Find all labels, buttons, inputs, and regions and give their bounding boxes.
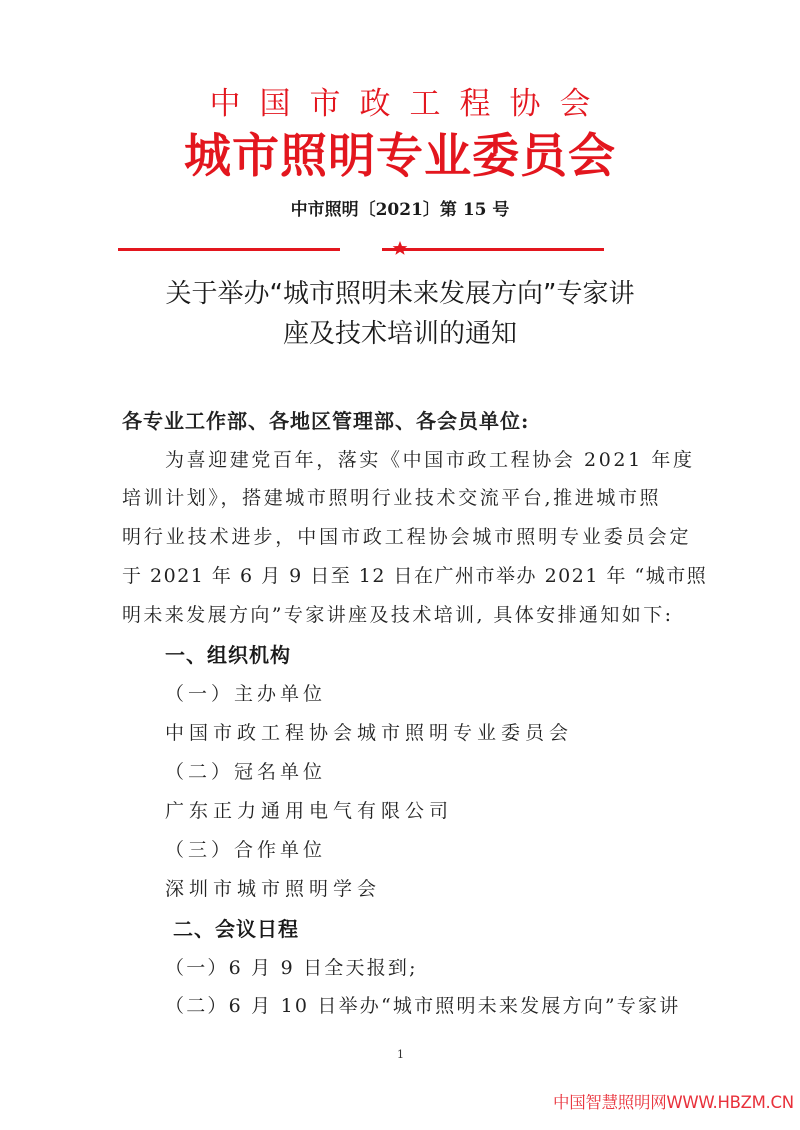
item-value-sponsor: 广东正力通用电气有限公司: [165, 800, 454, 822]
item-label-sponsor: （二）冠名单位: [165, 761, 327, 783]
page-number: 1: [397, 1048, 404, 1061]
item-value-partner: 深圳市城市照明学会: [165, 878, 382, 900]
document-number: 中市照明〔2021〕第 15 号: [290, 200, 510, 220]
notice-title-line-1: 关于举办“城市照明未来发展方向”专家讲: [165, 279, 635, 309]
schedule-item: （一）6 月 9 日全天报到;: [165, 957, 418, 979]
item-label-host: （一）主办单位: [165, 683, 327, 705]
paragraph-line: 明未来发展方向”专家讲座及技术培训, 具体安排通知如下:: [122, 604, 674, 626]
divider-line-left: [118, 248, 340, 251]
paragraph-line: 于 2021 年 6 月 9 日至 12 日在广州市举办 2021 年 “城市照: [122, 565, 708, 587]
salutation: 各专业工作部、各地区管理部、各会员单位:: [122, 409, 530, 433]
schedule-item: （二）6 月 10 日举办“城市照明未来发展方向”专家讲: [165, 995, 681, 1017]
section-heading-schedule: 二、会议日程: [173, 917, 299, 941]
site-watermark: 中国智慧照明网WWW.HBZM.CN: [553, 1093, 794, 1112]
committee-name: 城市照明专业委员会: [184, 129, 616, 184]
item-label-partner: （三）合作单位: [165, 839, 327, 861]
paragraph-line: 培训计划》，搭建城市照明行业技术交流平台,推进城市照: [122, 487, 662, 509]
paragraph-line: 明行业技术进步，中国市政工程协会城市照明专业委员会定: [122, 526, 692, 548]
notice-title-line-2: 座及技术培训的通知: [282, 319, 517, 349]
item-value-host: 中国市政工程协会城市照明专业委员会: [165, 722, 574, 744]
org-name: 中国市政工程协会: [209, 86, 610, 122]
section-heading-organization: 一、组织机构: [165, 643, 291, 667]
paragraph-line: 为喜迎建党百年，落实《中国市政工程协会 2021 年度: [165, 449, 695, 471]
divider-line-right: [382, 248, 604, 251]
